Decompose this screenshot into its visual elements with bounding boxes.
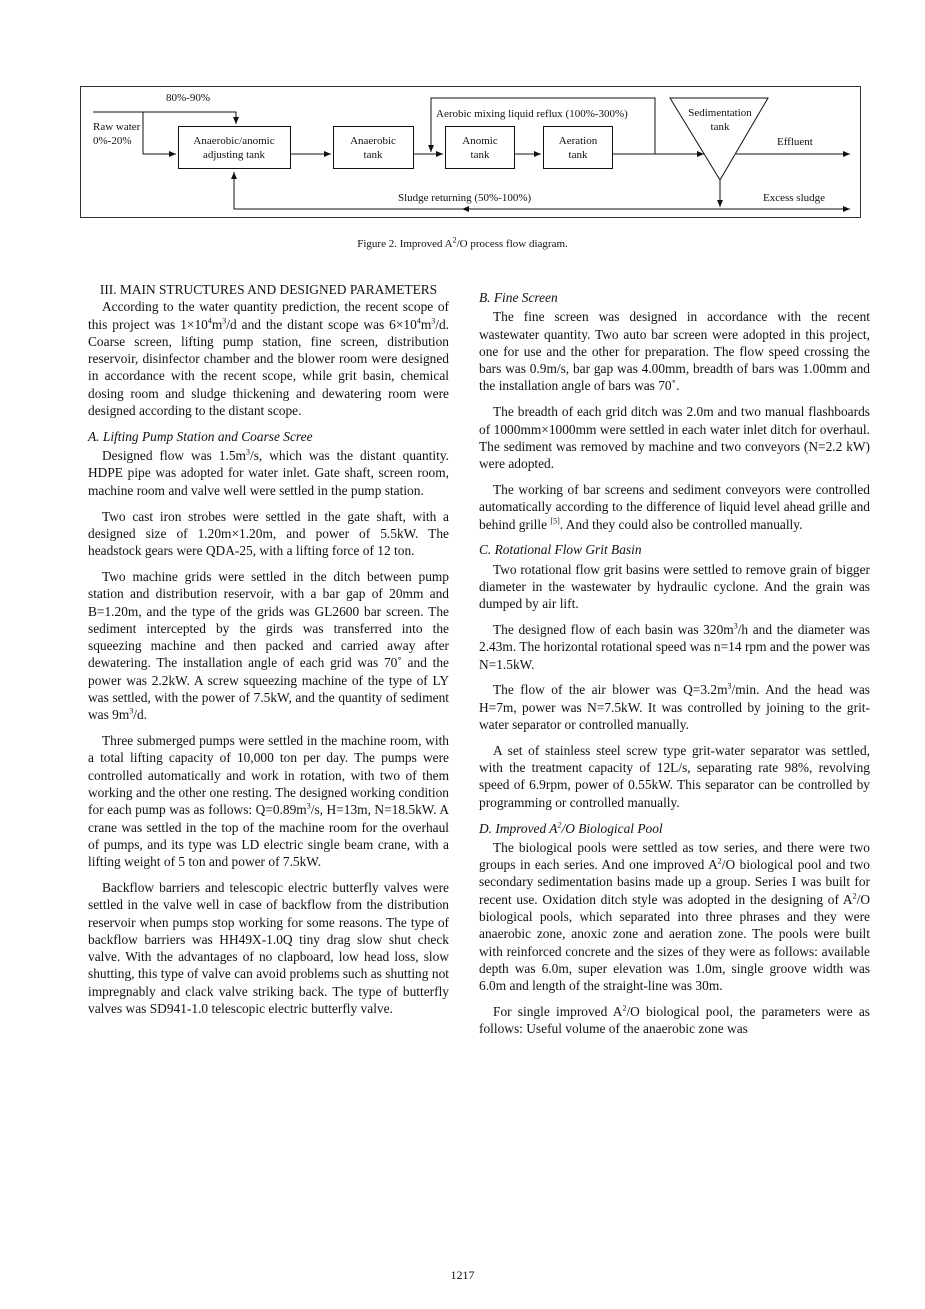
page-number: 1217 bbox=[450, 1268, 475, 1282]
label-reflux: Aerobic mixing liquid reflux (100%-300%) bbox=[436, 108, 628, 120]
box2-line1: Anaerobic bbox=[350, 135, 396, 147]
sed-line2: tank bbox=[710, 121, 730, 133]
box-adjusting-tank bbox=[179, 127, 291, 169]
subsection-heading bbox=[88, 428, 449, 445]
superscript: 3 bbox=[222, 316, 227, 326]
label-raw-pct: 0%-20% bbox=[93, 135, 132, 147]
superscript: 2 bbox=[622, 1003, 627, 1013]
text-run: /O biological pool, the parameters were as follows: Useful volume of the anaerobic zone was bbox=[479, 1003, 870, 1037]
text-run: Three submerged pumps were settled in the machine room, with a total lifting capacity of 10,000 ton per day. The pumps were controlled automatically and work in rotation, with two of them working and the other one resting. The designed working condition for each pump was as follows: Q=0.89m bbox=[88, 733, 449, 818]
paragraph bbox=[479, 742, 870, 811]
superscript: [5] bbox=[550, 516, 560, 526]
right-column bbox=[479, 281, 870, 1046]
label-80-90: 80%-90% bbox=[166, 92, 210, 104]
text-run: /s, which was the distant quantity. HDPE pipe was adopted for water inlet. Gate shaft, screen room, machine room and valve well were settled in the pump station. bbox=[88, 448, 449, 498]
text-run: /d and the distant scope was 6×10 bbox=[226, 316, 417, 332]
section-heading bbox=[88, 281, 449, 298]
figure-caption bbox=[0, 235, 925, 250]
text-run: m bbox=[420, 316, 432, 332]
text-run: /min. And the head was H=7m, power was N=7.5kW. It was controlled by joining to the grit-water separator or controlled manually. bbox=[479, 682, 870, 733]
paragraph bbox=[479, 1003, 870, 1038]
text-run: The flow of the air blower was Q=3.2m bbox=[493, 682, 728, 698]
text-run: /O biological pool and two secondary sedimentation basins made up a group. Series I was built for recent use. Oxidation ditch style was adopted in the designing of A bbox=[479, 857, 870, 907]
text-run: Two rotational flow grit basins were settled to remove grain of bigger diameter in the wastewater by hydraulic cyclone. And the grain was dumped by air lift. bbox=[479, 561, 870, 612]
label-excess-sludge: Excess sludge bbox=[763, 192, 826, 204]
text-run: The designed flow of each basin was 320m bbox=[493, 622, 734, 638]
paragraph bbox=[88, 298, 449, 419]
text-run: C. Rotational Flow Grit Basin bbox=[479, 542, 642, 558]
subsection-heading bbox=[479, 289, 870, 306]
box1-line2: adjusting tank bbox=[202, 149, 266, 161]
label-raw-water: Raw water bbox=[93, 121, 141, 133]
box1-line1: Anaerobic/anomic bbox=[193, 135, 275, 147]
raw-water-branch bbox=[143, 112, 176, 154]
superscript: 2 bbox=[557, 820, 562, 830]
text-run: The biological pools were settled as tow series, and there were two groups in each series. And one improved A bbox=[479, 839, 870, 873]
text-run: Backflow barriers and telescopic electric butterfly valves were settled in the valve well in case of backflow from the distribution reservoir when pumps stop working for some reasons. The type of backflow barriers was HH49X-1.0Q tiny drag slow shut check valve. With the advantages of no clapboard, low head loss, slow shutting, this type of valve can avoid problems such as shutting not impregnably and clack valve striking back. The type of butterfly valves was SD941-1.0 telescopic electric butterfly valve. bbox=[88, 880, 449, 1017]
box-aeration-tank bbox=[544, 127, 613, 169]
text-run: According to the water quantity prediction, the recent scope of this project was 1×10 bbox=[88, 299, 449, 332]
text-run: /O biological pools, which separated into three phrases and they were anaerobic zone, anoxic zone and aeration zone. The pools were built with reinforced concrete and the sizes of they were as follows: available depth was 6.0m, super elevation was 1.0m, single groove width was 6.0m and length of the straight-line was 30m. bbox=[479, 891, 870, 994]
paragraph bbox=[479, 308, 870, 394]
text-run: D. Improved A bbox=[479, 820, 558, 836]
paragraph bbox=[88, 568, 449, 724]
superscript: 3 bbox=[727, 681, 732, 691]
text-run: Figure 2. Improved A bbox=[357, 238, 453, 250]
text-run: /O Biological Pool bbox=[561, 820, 663, 836]
paragraph bbox=[479, 839, 870, 995]
text-run: . And they could also be controlled manually. bbox=[559, 516, 803, 532]
superscript: 2 bbox=[852, 891, 857, 901]
process-flow-diagram bbox=[0, 0, 925, 230]
text-run: A. Lifting Pump Station and Coarse Scree bbox=[88, 428, 313, 444]
superscript: 4 bbox=[207, 316, 212, 326]
text-run: The breadth of each grid ditch was 2.0m and two manual flashboards of 1000mm×1000mm were settled in each water inlet ditch for overhaul. The sediment was removed by machine and two conveyors (N=2.2 kW) were adopted. bbox=[479, 404, 870, 472]
text-run: m bbox=[211, 316, 223, 332]
paragraph bbox=[88, 879, 449, 1017]
box2-line2: tank bbox=[363, 149, 383, 161]
superscript: 3 bbox=[245, 447, 250, 457]
text-run: B. Fine Screen bbox=[479, 290, 558, 305]
paragraph bbox=[88, 732, 449, 870]
text-run: Two cast iron strobes were settled in the gate shaft, with a designed size of 1.20m×1.20m, and power of 5.5kW. The headstock gears were QDA-25, with a lifting force of 12 ton. bbox=[88, 508, 449, 559]
superscript: 3 bbox=[129, 706, 134, 716]
text-run: For single improved A bbox=[493, 1003, 623, 1019]
paragraph bbox=[479, 561, 870, 613]
text-run: III. MAIN STRUCTURES AND DESIGNED PARAMETERS bbox=[99, 282, 438, 297]
text-run: /d. Coarse screen, lifting pump station, fine screen, distribution reservoir, disinfector chamber and the blower room were designed in accordance with the recent scope, while grit basin, chemical dosing room and sludge thickening and dewatering room were designed according to the distant scope. bbox=[88, 316, 450, 419]
label-sludge-return: Sludge returning (50%-100%) bbox=[398, 192, 532, 204]
paragraph bbox=[88, 508, 449, 560]
box-anaerobic-tank bbox=[334, 127, 414, 169]
text-run: /h and the diameter was 2.43m. The horizontal rotational speed was n=14 rpm and the power was N=1.5kW. bbox=[479, 622, 871, 672]
superscript: 2 bbox=[452, 235, 457, 245]
superscript: 2 bbox=[717, 856, 722, 866]
paragraph bbox=[479, 403, 870, 472]
box3-line2: tank bbox=[470, 149, 490, 161]
box-anomic-tank bbox=[446, 127, 515, 169]
box3-line1: Anomic bbox=[462, 135, 498, 147]
box4-line1: Aeration bbox=[558, 135, 598, 147]
text-run: The fine screen was designed in accordance with the recent wastewater quantity. Two auto bar screen were adopted in this project, one for use and the other for preparation. The flow speed crossing the bars was 0.9m/s, bar gap was 4.00mm, breadth of bars was 1.00mm and the installation angle of bars was 70˚. bbox=[479, 309, 870, 394]
text-run: /s, H=13m, N=18.5kW. A crane was settled in the top of the machine room for the overhaul of pumps, and its type was LD electric single beam crane, with a lifting weight of 5 ton and power of 7.5kW. bbox=[88, 802, 449, 870]
paragraph bbox=[479, 681, 870, 733]
superscript: 3 bbox=[431, 316, 436, 326]
label-effluent: Effluent bbox=[777, 136, 813, 148]
paragraph bbox=[479, 481, 870, 533]
text-run: The working of bar screens and sediment conveyors were controlled automatically according to the difference of liquid level ahead grille and behind grille bbox=[479, 481, 870, 532]
text-run: A set of stainless steel screw type grit-water separator was settled, with the treatment capacity of 12L/s, separating rate 98%, revolving speed of 6.9rpm, power of 0.55kW. This separator can be controlled by programming or controlled manually. bbox=[479, 742, 870, 810]
superscript: 4 bbox=[416, 316, 421, 326]
subsection-heading bbox=[479, 820, 870, 837]
paragraph bbox=[479, 621, 870, 673]
box4-line2: tank bbox=[568, 149, 588, 161]
text-run: Designed flow was 1.5m bbox=[102, 448, 246, 464]
superscript: 3 bbox=[306, 801, 311, 811]
text-run: Two machine grids were settled in the ditch between pump station and distribution reservoir, with a bar gap of 20mm and B=1.20m, and the type of the grids was GL2600 bar screen. The sediment intercepted by the girds was transferred into the squeezing machine and then packed and carried away after dewatering. The installation angle of each grid was 70˚ and the power was 2.2kW. A screw squeezing machine of the type of LY was settled, with the power of 7.5kW, and the quantity of sediment was 9m bbox=[88, 568, 449, 723]
superscript: 3 bbox=[733, 621, 738, 631]
sed-line1: Sedimentation bbox=[688, 107, 752, 119]
text-run: /O process flow diagram. bbox=[456, 238, 568, 250]
subsection-heading bbox=[479, 541, 870, 558]
left-column bbox=[88, 281, 449, 1026]
text-run: /d. bbox=[133, 707, 148, 723]
paragraph bbox=[88, 447, 449, 499]
